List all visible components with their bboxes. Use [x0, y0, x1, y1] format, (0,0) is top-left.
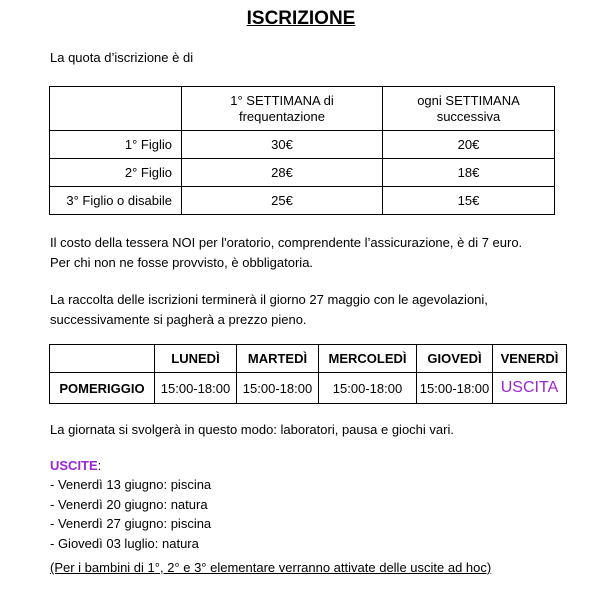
table-header-row	[50, 345, 567, 373]
giornata-text: La giornata si svolgerà in questo modo: laboratori, pausa e giochi vari.	[50, 422, 454, 437]
list-item: - Venerdì 13 giugno: piscina	[50, 477, 212, 492]
list-item: - Venerdì 27 giugno: piscina	[50, 516, 212, 531]
list-item: - Giovedì 03 luglio: natura	[50, 536, 199, 551]
table-cell: 15:00-18:00	[319, 373, 417, 404]
page-title: ISCRIZIONE	[246, 8, 356, 29]
table-cell: POMERIGGIO	[50, 373, 155, 404]
fees-table	[49, 86, 555, 215]
table-cell: 28€	[182, 159, 383, 187]
schedule-table	[49, 344, 567, 404]
table-header-cell: LUNEDÌ	[155, 345, 237, 373]
table-cell: 3° Figlio o disabile	[50, 187, 182, 215]
table-row	[50, 187, 555, 215]
table-cell: 20€	[383, 131, 555, 159]
table-header-cell: MARTEDÌ	[237, 345, 319, 373]
table-header-cell: VENERDÌ	[493, 345, 567, 373]
tessera-line-2: Per chi non ne fosse provvisto, è obbligatoria.	[50, 255, 314, 270]
table-header-cell: GIOVEDÌ	[417, 345, 493, 373]
uscita-cell: USCITA	[493, 373, 567, 404]
table-row	[50, 159, 555, 187]
raccolta-line-1: La raccolta delle iscrizioni terminerà il giorno 27 maggio con le agevolazioni,	[50, 292, 488, 307]
table-cell: 2° Figlio	[50, 159, 182, 187]
table-cell: 15:00-18:00	[155, 373, 237, 404]
tessera-line-1: Il costo della tessera NOI per l'oratorio, comprendente l’assicurazione, è di 7 euro.	[50, 235, 523, 250]
table-header-cell	[50, 87, 182, 131]
table-header-row	[50, 87, 555, 131]
intro-text: La quota d’iscrizione è di	[50, 50, 194, 65]
table-header-cell	[50, 345, 155, 373]
table-cell: 15€	[383, 187, 555, 215]
table-cell: 30€	[182, 131, 383, 159]
list-item: - Venerdì 20 giugno: natura	[50, 497, 208, 512]
uscite-label: USCITE	[50, 458, 98, 473]
table-cell: 15:00-18:00	[237, 373, 319, 404]
table-header-cell: 1° SETTIMANA di frequentazione	[182, 87, 383, 131]
table-header-cell: MERCOLEDÌ	[319, 345, 417, 373]
table-cell: 1° Figlio	[50, 131, 182, 159]
table-cell: 15:00-18:00	[417, 373, 493, 404]
raccolta-line-2: successivamente si pagherà a prezzo pieno.	[50, 312, 307, 327]
uscite-heading	[50, 456, 101, 476]
note-text: (Per i bambini di 1°, 2° e 3° elementare verranno attivate delle uscite ad hoc)	[50, 560, 492, 575]
table-cell: 18€	[383, 159, 555, 187]
table-header-cell: ogni SETTIMANA successiva	[383, 87, 555, 131]
table-row	[50, 131, 555, 159]
table-cell: 25€	[182, 187, 383, 215]
table-row	[50, 373, 567, 404]
uscite-colon: :	[97, 458, 102, 473]
